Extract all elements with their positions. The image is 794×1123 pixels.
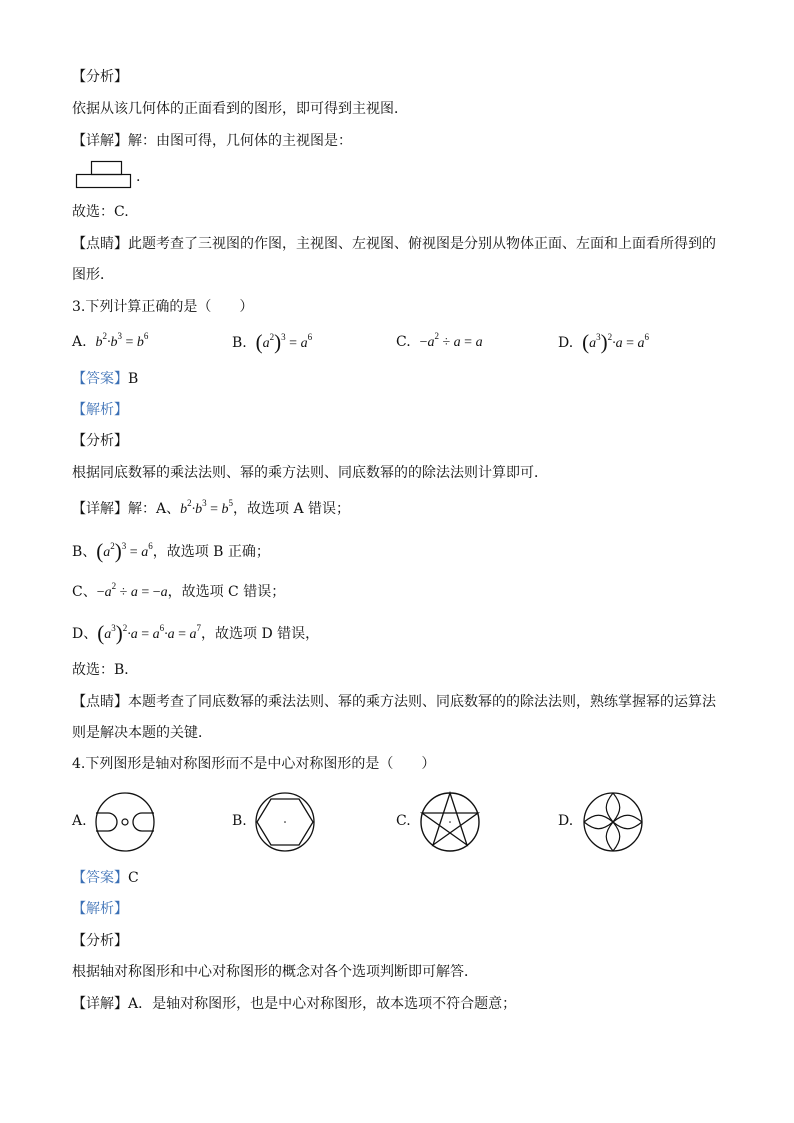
q3-detail-a-suffix: ，故选项 A 错误； bbox=[233, 501, 351, 517]
q3-detail-d-suffix: ，故选项 D 错误， bbox=[201, 626, 320, 642]
q3-detail-a-prefix: 解：A、 bbox=[128, 501, 181, 517]
q3-comment-text2: 则是解决本题的关键． bbox=[72, 725, 212, 741]
q3-option-a-formula: $b^2\cdot b^3 = b^6$ bbox=[95, 331, 149, 350]
q4-answer-line bbox=[72, 869, 139, 887]
q3-detail-c-suffix: ，故选项 C 错误； bbox=[167, 584, 286, 600]
q3-detail-heading: 【详解】 bbox=[72, 501, 128, 517]
q2-choice: 故选：C. bbox=[72, 204, 129, 220]
q3-detail-d bbox=[72, 621, 320, 645]
q4-option-a-figure bbox=[94, 791, 156, 853]
q3-stem: 3.下列计算正确的是（ ） bbox=[72, 299, 254, 315]
q3-choice: 故选：B． bbox=[72, 662, 139, 678]
q3-explanation-heading: 【解析】 bbox=[72, 402, 128, 418]
q3-option-d[interactable] bbox=[558, 330, 649, 354]
q3-option-a-label: A. bbox=[72, 334, 87, 350]
q3-detail-c-prefix: C、 bbox=[72, 584, 97, 600]
q4-option-c-label[interactable]: C. bbox=[396, 813, 411, 829]
q4-option-d-figure bbox=[582, 791, 644, 853]
q3-detail-d-prefix: D、 bbox=[72, 626, 98, 642]
q3-option-b[interactable] bbox=[232, 330, 313, 354]
q4-detail-heading: 【详解】 bbox=[72, 996, 128, 1012]
q2-comment-text2: 图形． bbox=[72, 267, 114, 283]
q2-comment-text1: 此题考查了三视图的作图，主视图、左视图、俯视图是分别从物体正面、左面和上面看所得到的 bbox=[128, 236, 716, 252]
q4-answer-value: C bbox=[128, 870, 139, 886]
q3-comment-text1: 本题考查了同底数幂的乘法法则、幂的乘方法则、同底数幂的的除法法则，熟练掌握幂的运算法 bbox=[128, 694, 716, 710]
q4-option-b-figure bbox=[254, 791, 316, 853]
q3-option-d-formula: $(a^3)^2\cdot a = a^6$ bbox=[582, 330, 649, 354]
q3-detail-c bbox=[72, 583, 285, 602]
q3-detail-b bbox=[72, 539, 270, 563]
q3-detail-a-formula: $b^2\cdot b^3 = b^5$ bbox=[180, 498, 234, 517]
q4-analysis-text: 根据轴对称图形和中心对称图形的概念对各个选项判断即可解答． bbox=[72, 964, 478, 980]
q2-analysis-text: 依据从该几何体的正面看到的图形，即可得到主视图． bbox=[72, 101, 408, 117]
q2-detail-heading: 【详解】 bbox=[72, 133, 128, 149]
q2-detail-line bbox=[72, 132, 352, 150]
q2-detail-text: 解：由图可得，几何体的主视图是： bbox=[128, 133, 352, 149]
q4-stem: 4.下列图形是轴对称图形而不是中心对称图形的是（ ） bbox=[72, 756, 436, 772]
q4-option-b-label[interactable]: B. bbox=[232, 813, 247, 829]
q3-option-c-label: C. bbox=[396, 334, 411, 350]
q3-comment-line1 bbox=[72, 693, 716, 711]
q3-option-d-label: D. bbox=[558, 335, 574, 351]
q3-option-b-label: B. bbox=[232, 335, 247, 351]
q3-detail-b-formula: $(a^2)^3 = a^6$ bbox=[96, 539, 153, 563]
q3-comment-heading: 【点睛】 bbox=[72, 694, 128, 710]
q3-answer-value: B bbox=[128, 371, 139, 387]
q3-detail-c-formula: $-a^2 \div a = -a$ bbox=[96, 581, 168, 600]
q3-analysis-heading: 【分析】 bbox=[72, 433, 128, 449]
q3-option-a[interactable] bbox=[72, 333, 148, 352]
q2-comment-heading: 【点睛】 bbox=[72, 236, 128, 252]
q4-option-c-figure bbox=[419, 791, 481, 853]
q4-option-d-label[interactable]: D. bbox=[558, 813, 574, 829]
q4-detail-a bbox=[72, 995, 516, 1013]
q4-explanation-heading: 【解析】 bbox=[72, 901, 128, 917]
q3-option-b-formula: $(a^2)^3 = a^6$ bbox=[255, 330, 313, 354]
q2-front-view-figure bbox=[76, 160, 136, 190]
q3-answer-heading: 【答案】 bbox=[72, 371, 128, 387]
q4-analysis-heading: 【分析】 bbox=[72, 933, 128, 949]
q4-detail-a-text: A．是轴对称图形，也是中心对称图形，故本选项不符合题意； bbox=[128, 996, 517, 1012]
q2-comment-line1 bbox=[72, 235, 716, 253]
q3-option-c-formula: $-a^2 \div a = a$ bbox=[419, 331, 483, 350]
q2-figure-period: . bbox=[136, 169, 141, 185]
q3-detail-b-prefix: B、 bbox=[72, 544, 97, 560]
q3-detail-b-suffix: ，故选项 B 正确； bbox=[152, 544, 270, 560]
q3-answer-line bbox=[72, 370, 138, 388]
q3-detail-a bbox=[72, 500, 350, 519]
q2-analysis-heading: 【分析】 bbox=[72, 69, 128, 85]
q4-option-a-label[interactable]: A. bbox=[72, 813, 87, 829]
q3-option-c[interactable] bbox=[396, 333, 483, 352]
q4-answer-heading: 【答案】 bbox=[72, 870, 128, 886]
q3-detail-d-formula: $(a^3)^2\cdot a = a^6\cdot a = a^7$ bbox=[97, 621, 202, 645]
q3-analysis-text: 根据同底数幂的乘法法则、幂的乘方法则、同底数幂的的除法法则计算即可． bbox=[72, 465, 548, 481]
